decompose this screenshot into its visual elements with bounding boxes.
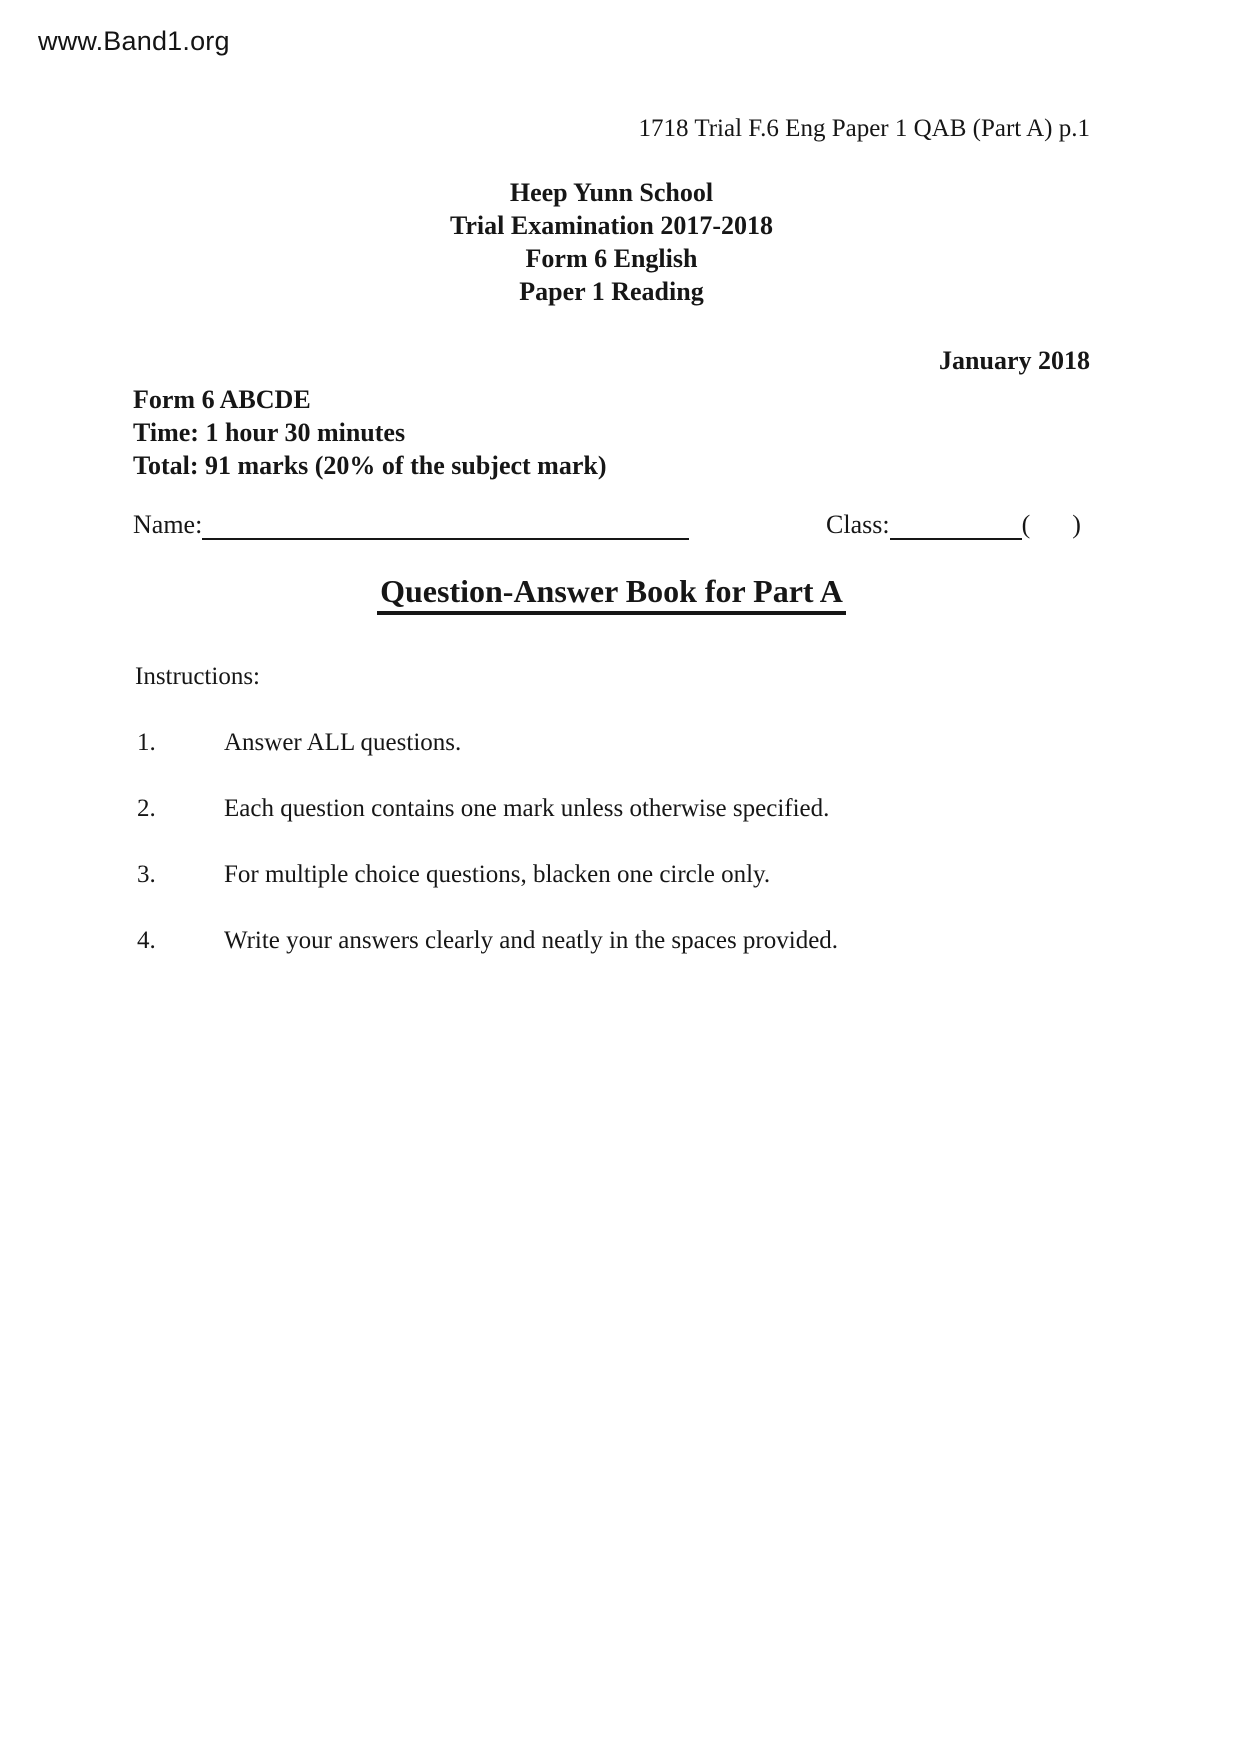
- name-field-group: [133, 510, 689, 540]
- instruction-number: 3.: [137, 861, 156, 888]
- instruction-number: 2.: [137, 795, 156, 822]
- instruction-text: Each question contains one mark unless otherwise specified.: [224, 795, 830, 822]
- name-label: Name:: [133, 510, 203, 539]
- instruction-number: 1.: [137, 729, 156, 756]
- exam-name: Trial Examination 2017-2018: [449, 211, 774, 240]
- time-allowed-line: Time: 1 hour 30 minutes: [133, 418, 406, 447]
- total-marks-line: Total: 91 marks (20% of the subject mark): [133, 451, 607, 480]
- exam-date: January 2018: [939, 346, 1090, 375]
- exam-info-block: [133, 383, 607, 482]
- form-class-line: Form 6 ABCDE: [133, 385, 311, 414]
- form-subject: Form 6 English: [525, 244, 698, 273]
- instruction-number: 4.: [137, 927, 156, 954]
- instruction-item: [137, 728, 1057, 758]
- class-number-paren-close: ): [1072, 510, 1081, 539]
- instructions-list: [137, 728, 1057, 992]
- doc-reference: 1718 Trial F.6 Eng Paper 1 QAB (Part A) p.1: [638, 115, 1090, 142]
- class-number-blank: [1030, 512, 1072, 540]
- instruction-text: Write your answers clearly and neatly in the spaces provided.: [224, 927, 839, 954]
- main-title-wrap: [133, 574, 1090, 615]
- watermark-text: www.Band1.org: [38, 26, 230, 56]
- class-field-group: [826, 510, 1081, 540]
- instruction-item: [137, 794, 1057, 824]
- instruction-text: Answer ALL questions.: [224, 729, 462, 756]
- class-number-paren-open: (: [1021, 510, 1031, 539]
- instruction-text: For multiple choice questions, blacken one circle only.: [224, 861, 771, 888]
- instruction-item: [137, 860, 1057, 890]
- class-label: Class:: [826, 510, 890, 539]
- school-name: Heep Yunn School: [509, 178, 714, 207]
- name-blank-line: [202, 510, 689, 540]
- instructions-label: Instructions:: [135, 663, 260, 690]
- page-title: Question-Answer Book for Part A: [377, 574, 846, 615]
- student-fields-row: [133, 510, 1090, 544]
- paper-name: Paper 1 Reading: [519, 277, 704, 306]
- title-block: [133, 176, 1090, 308]
- instruction-item: [137, 926, 1057, 956]
- class-blank-line: [890, 510, 1022, 540]
